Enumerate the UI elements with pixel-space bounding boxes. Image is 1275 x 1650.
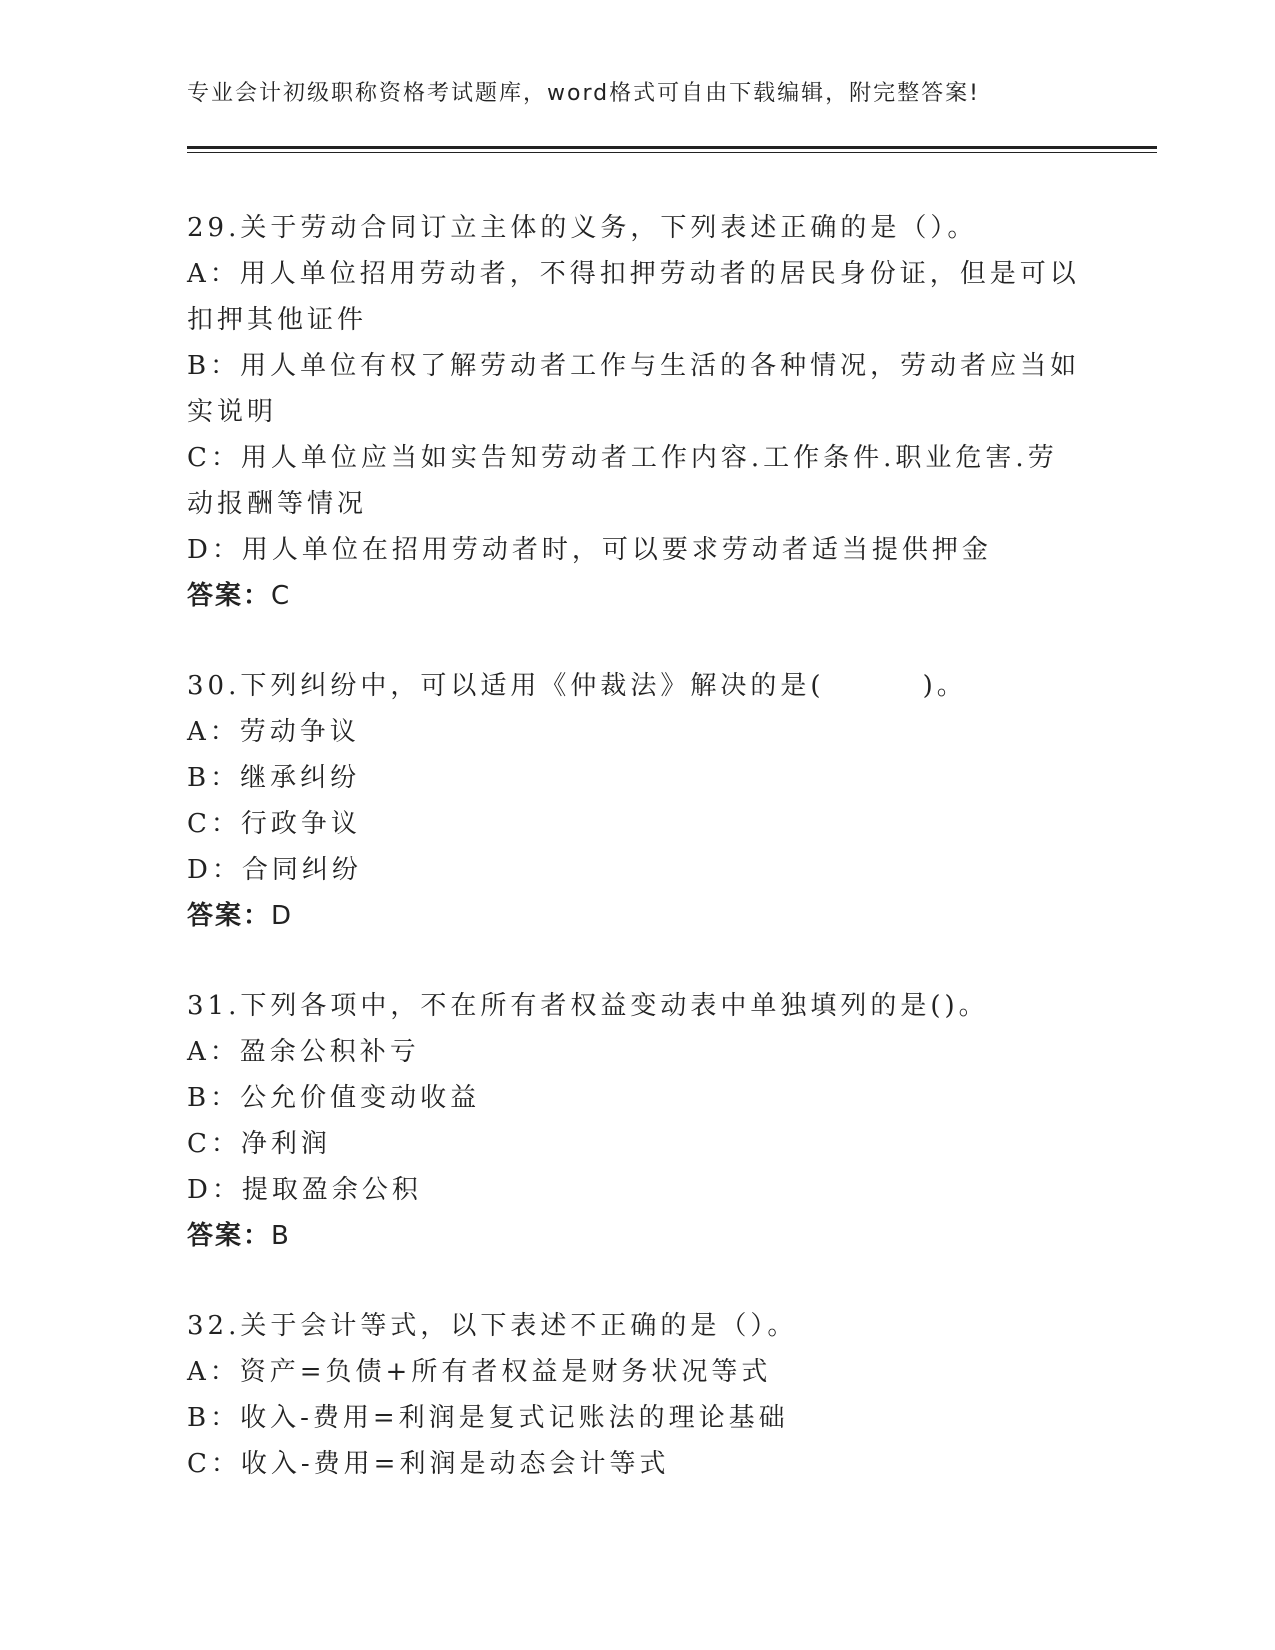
answer-line bbox=[187, 573, 1087, 619]
question-29 bbox=[187, 205, 1087, 619]
option-c: C：行政争议 bbox=[187, 809, 361, 839]
option-d: D：合同纠纷 bbox=[187, 855, 362, 885]
option-a: A：用人单位招用劳动者，不得扣押劳动者的居民身份证，但是可以扣押其他证件 bbox=[187, 259, 1080, 335]
option-c: C：用人单位应当如实告知劳动者工作内容.工作条件.职业危害.劳动报酬等情况 bbox=[187, 443, 1058, 519]
answer-label: 答案： bbox=[187, 581, 272, 611]
answer-line bbox=[187, 893, 1087, 939]
option-a: A：盈余公积补亏 bbox=[187, 1037, 420, 1067]
option-d: D：用人单位在招用劳动者时，可以要求劳动者适当提供押金 bbox=[187, 535, 992, 565]
option-c: C：净利润 bbox=[187, 1129, 331, 1159]
answer-value: C bbox=[271, 581, 292, 611]
question-30 bbox=[187, 663, 1087, 939]
option-b: B：收入-费用=利润是复式记账法的理论基础 bbox=[187, 1403, 789, 1433]
option-a: A：劳动争议 bbox=[187, 717, 360, 747]
option-b: B：公允价值变动收益 bbox=[187, 1083, 481, 1113]
answer-line bbox=[187, 1213, 1087, 1259]
question-31 bbox=[187, 983, 1087, 1259]
answer-label: 答案： bbox=[187, 901, 272, 931]
header-divider bbox=[187, 146, 1157, 149]
question-stem: 29.关于劳动合同订立主体的义务，下列表述正确的是（）。 bbox=[187, 213, 978, 243]
page-header: 专业会计初级职称资格考试题库，word格式可自由下载编辑，附完整答案! bbox=[187, 81, 980, 106]
question-stem: 31.下列各项中，不在所有者权益变动表中单独填列的是()。 bbox=[187, 991, 989, 1021]
question-32 bbox=[187, 1303, 1087, 1487]
option-d: D：提取盈余公积 bbox=[187, 1175, 422, 1205]
question-stem: 32.关于会计等式，以下表述不正确的是（）。 bbox=[187, 1311, 798, 1341]
option-a: A：资产=负债+所有者权益是财务状况等式 bbox=[187, 1357, 772, 1387]
option-b: B：继承纠纷 bbox=[187, 763, 361, 793]
answer-value: B bbox=[271, 1221, 291, 1251]
option-c: C：收入-费用=利润是动态会计等式 bbox=[187, 1449, 670, 1479]
answer-value: D bbox=[271, 901, 294, 931]
header-divider-thin bbox=[187, 152, 1157, 153]
answer-label: 答案： bbox=[187, 1221, 272, 1251]
question-list bbox=[187, 205, 1087, 1531]
question-stem: 30.下列纠纷中，可以适用《仲裁法》解决的是( )。 bbox=[187, 671, 967, 701]
option-b: B：用人单位有权了解劳动者工作与生活的各种情况，劳动者应当如实说明 bbox=[187, 351, 1081, 427]
